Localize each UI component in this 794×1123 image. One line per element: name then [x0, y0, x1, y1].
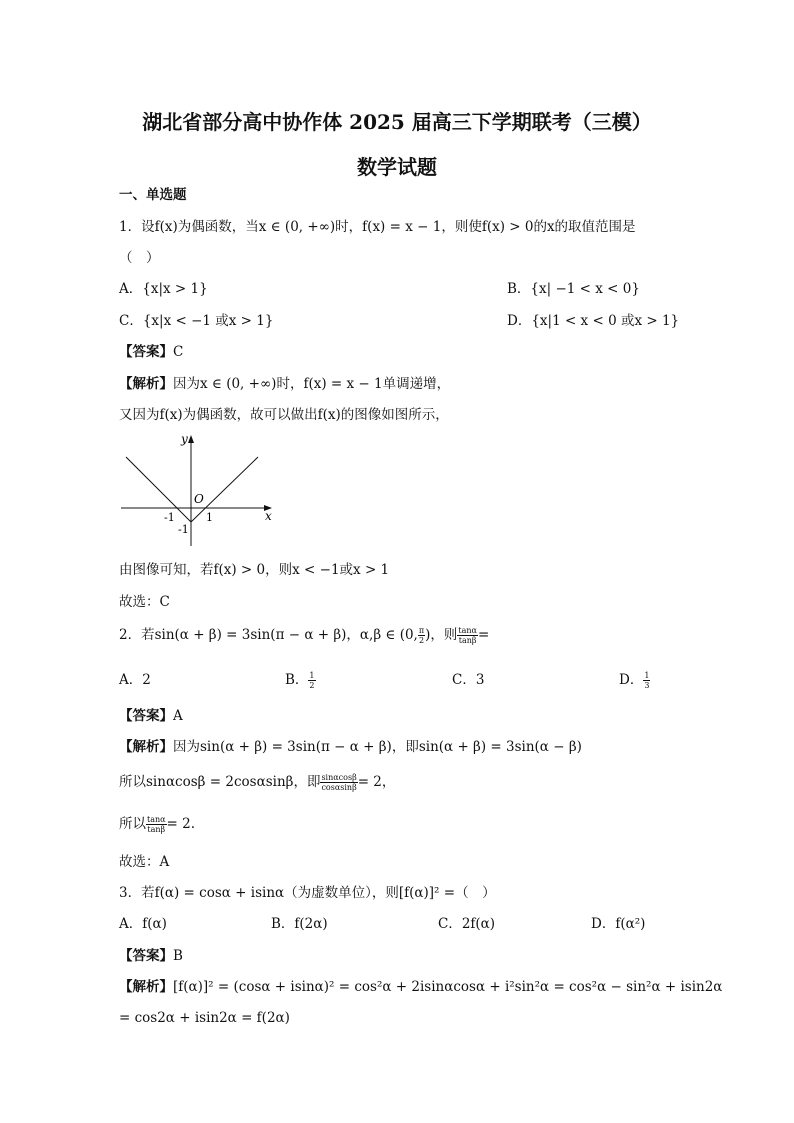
frac-num: tanα	[458, 626, 477, 635]
frac-num: π	[418, 626, 425, 635]
option-label: B．	[285, 672, 309, 688]
tick-1-x: 1	[206, 511, 213, 524]
q2-analysis-3	[119, 814, 195, 834]
q1-answer	[119, 342, 183, 362]
frac-den: 2	[309, 681, 315, 690]
answer-value: A	[173, 708, 183, 724]
q2-option-b	[285, 670, 316, 690]
page-subtitle: 数学试题	[357, 155, 437, 179]
y-axis-label: y	[181, 432, 188, 446]
frac-num: sinαcosβ	[321, 773, 357, 782]
q3-option-a: A．f(α)	[119, 916, 167, 932]
q1-option-a: A．{x|x > 1}	[119, 281, 208, 297]
section-heading: 一、单选题	[119, 187, 187, 203]
analysis-tag: 【解析】	[119, 739, 173, 755]
q3-stem: 3．若f(α) = cosα + isinα（为虚数单位），则[f(α)]² =（ ）	[119, 885, 496, 901]
q1-stem: 1．设f(x)为偶函数，当x ∈ (0, +∞)时，f(x) = x − 1，则使f(x) > 0的x的取值范围是	[119, 219, 636, 235]
q1-conclusion: 由图像可知，若f(x) > 0，则x < −1或x > 1	[119, 562, 390, 578]
answer-value: C	[173, 344, 184, 360]
frac-den: 3	[644, 681, 650, 690]
y-axis-arrow	[188, 435, 194, 443]
analysis-tag: 【解析】	[119, 376, 173, 392]
q1-option-b: B．{x| −1 < x < 0}	[507, 281, 640, 297]
answer-tag: 【答案】	[119, 708, 173, 724]
q1-paren: （ ）	[119, 250, 160, 266]
q3-answer	[119, 946, 183, 966]
answer-value: B	[173, 948, 183, 964]
q2-answer	[119, 706, 183, 726]
frac-den: tanβ	[147, 825, 166, 834]
q2-stem	[119, 625, 489, 645]
q1-analysis-1	[119, 374, 450, 394]
option-fraction	[308, 671, 315, 690]
q2-analysis-1	[119, 737, 582, 757]
q2-option-a: A．2	[119, 672, 151, 688]
q3-option-c: C．2f(α)	[438, 916, 496, 932]
graph-left-branch	[126, 457, 191, 522]
analysis-tag: 【解析】	[119, 979, 173, 995]
q3-option-b: B．f(2α)	[271, 916, 328, 932]
graph-right-branch	[191, 457, 258, 522]
q2-stem-post: =	[477, 627, 490, 643]
answer-tag: 【答案】	[119, 948, 173, 964]
q2-option-c: C．3	[452, 672, 485, 688]
page-title: 湖北省部分高中协作体 2025 届高三下学期联考（三模）	[142, 110, 652, 134]
option-fraction	[643, 671, 650, 690]
origin-label: O	[194, 492, 204, 506]
q2-analysis-2	[119, 772, 395, 792]
analysis-text: [f(α)]² = (cosα + isinα)² = cos²α + 2isinαcosα + i²sin²α = cos²α − sin²α + isin2α	[173, 979, 723, 995]
x-axis-label: x	[265, 509, 272, 523]
q2-option-d	[619, 670, 650, 690]
frac-num: tanα	[147, 815, 166, 824]
q1-analysis-2: 又因为f(x)为偶函数，故可以做出f(x)的图像如图所示，	[119, 407, 449, 423]
analysis-text: 所以	[119, 816, 146, 832]
analysis-fraction	[320, 773, 357, 792]
frac-den: 2	[418, 636, 425, 645]
option-label: D．	[619, 672, 644, 688]
analysis-text: = 2，	[357, 774, 396, 790]
q2-final: 故选：A	[119, 854, 170, 870]
analysis-text: 所以sinαcosβ = 2cosαsinβ，即	[119, 774, 321, 790]
q2-stem-text: 2．若sin(α + β) = 3sin(π − α + β)，α,β ∈ (0,	[119, 627, 418, 643]
tick-neg1-x: -1	[164, 511, 175, 524]
q3-analysis-2: = cos2α + isin2α = f(2α)	[119, 1010, 290, 1026]
analysis-text: 因为sin(α + β) = 3sin(π − α + β)，即sin(α + β) = 3sin(α − β)	[173, 739, 582, 755]
q1-option-c: C．{x|x < −1 或x > 1}	[119, 313, 274, 329]
frac-den: tanβ	[458, 636, 477, 645]
function-graph	[118, 430, 278, 552]
analysis-text: = 2.	[166, 816, 196, 832]
analysis-text: 因为x ∈ (0, +∞)时，f(x) = x − 1单调递增，	[173, 376, 451, 392]
tick-neg1-y: -1	[178, 523, 189, 536]
frac-den: cosαsinβ	[321, 783, 357, 792]
q3-option-d: D．f(α²)	[591, 916, 646, 932]
q3-analysis-1	[119, 977, 722, 997]
q1-final: 故选：C	[119, 594, 170, 610]
frac-num: 1	[309, 671, 315, 680]
answer-tag: 【答案】	[119, 344, 173, 360]
q2-stem-mid: )，则	[425, 627, 458, 643]
frac-num: 1	[644, 671, 650, 680]
analysis-fraction	[146, 815, 167, 834]
q2-tan-ratio	[457, 626, 478, 645]
q1-option-d: D．{x|1 < x < 0 或x > 1}	[507, 313, 680, 329]
